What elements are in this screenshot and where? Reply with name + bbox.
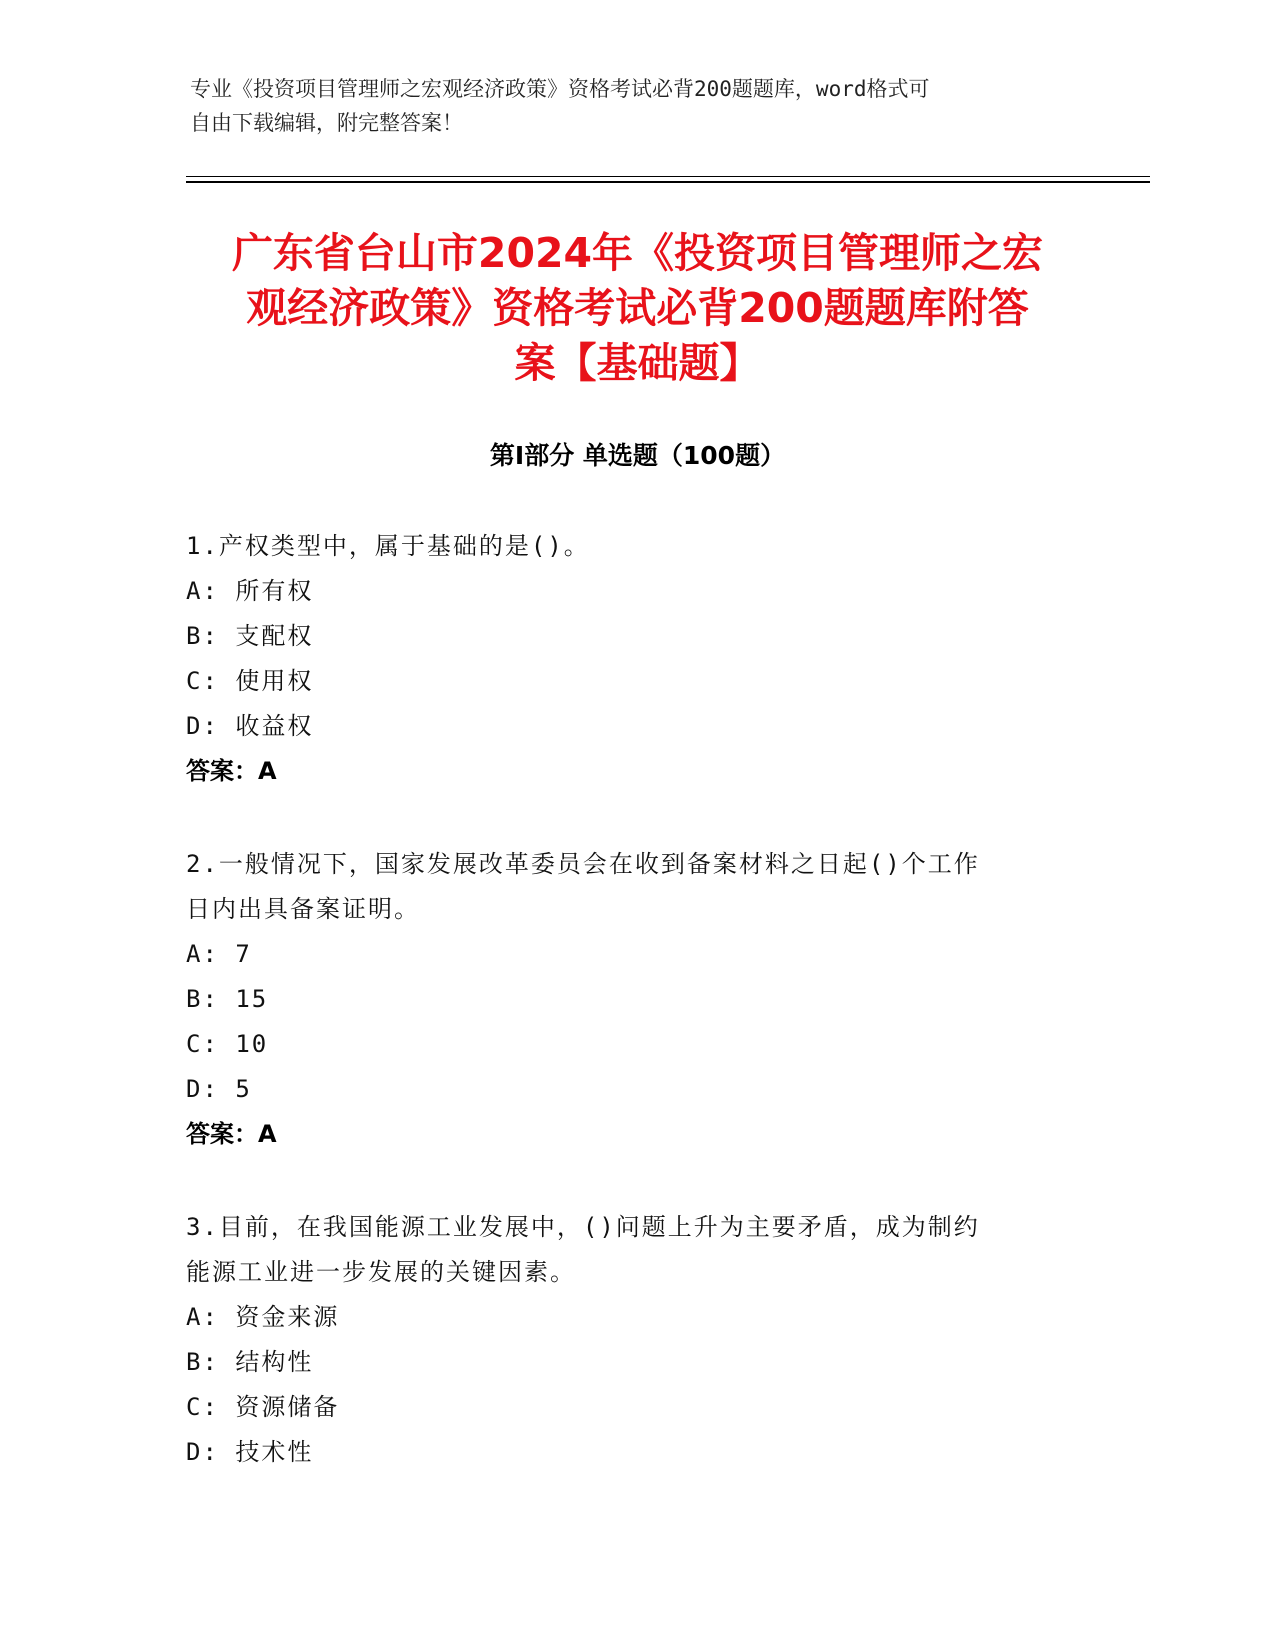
header-divider-thick [186, 181, 1150, 183]
option-d: D: 技术性 [186, 1438, 314, 1466]
header-divider-thin [186, 176, 1150, 177]
question-stem-continued: 日内出具备案证明。 [186, 895, 420, 923]
header-note [190, 72, 1090, 140]
option-d: D: 5 [186, 1075, 252, 1103]
option-a: A: 所有权 [186, 577, 314, 605]
option-d: D: 收益权 [186, 712, 314, 740]
option-a: A: 资金来源 [186, 1303, 340, 1331]
question-stem: 1.产权类型中，属于基础的是()。 [186, 532, 590, 560]
question-2 [186, 842, 1086, 1157]
answer: 答案：A [186, 1120, 277, 1148]
question-1 [186, 524, 1086, 794]
question-stem-continued: 能源工业进一步发展的关键因素。 [186, 1258, 576, 1286]
document-title-line-2: 观经济政策》资格考试必背200题题库附答 [246, 284, 1029, 332]
header-note-line-2: 自由下载编辑，附完整答案！ [190, 111, 463, 135]
question-stem: 3.目前，在我国能源工业发展中，()问题上升为主要矛盾，成为制约 [186, 1213, 980, 1241]
option-b: B: 支配权 [186, 622, 314, 650]
answer: 答案：A [186, 757, 277, 785]
header-note-line-1: 专业《投资项目管理师之宏观经济政策》资格考试必背200题题库，word格式可 [190, 77, 930, 101]
option-c: C: 资源储备 [186, 1393, 340, 1421]
document-title [150, 226, 1125, 391]
section-heading: 第Ⅰ部分 单选题（100题） [489, 441, 786, 470]
option-b: B: 15 [186, 985, 269, 1013]
option-a: A: 7 [186, 940, 252, 968]
document-title-line-3: 案【基础题】 [514, 339, 761, 387]
option-c: C: 使用权 [186, 667, 314, 695]
option-b: B: 结构性 [186, 1348, 314, 1376]
option-c: C: 10 [186, 1030, 269, 1058]
document-title-line-1: 广东省台山市2024年《投资项目管理师之宏 [231, 229, 1044, 277]
question-3 [186, 1205, 1086, 1475]
question-stem: 2.一般情况下，国家发展改革委员会在收到备案材料之日起()个工作 [186, 850, 980, 878]
